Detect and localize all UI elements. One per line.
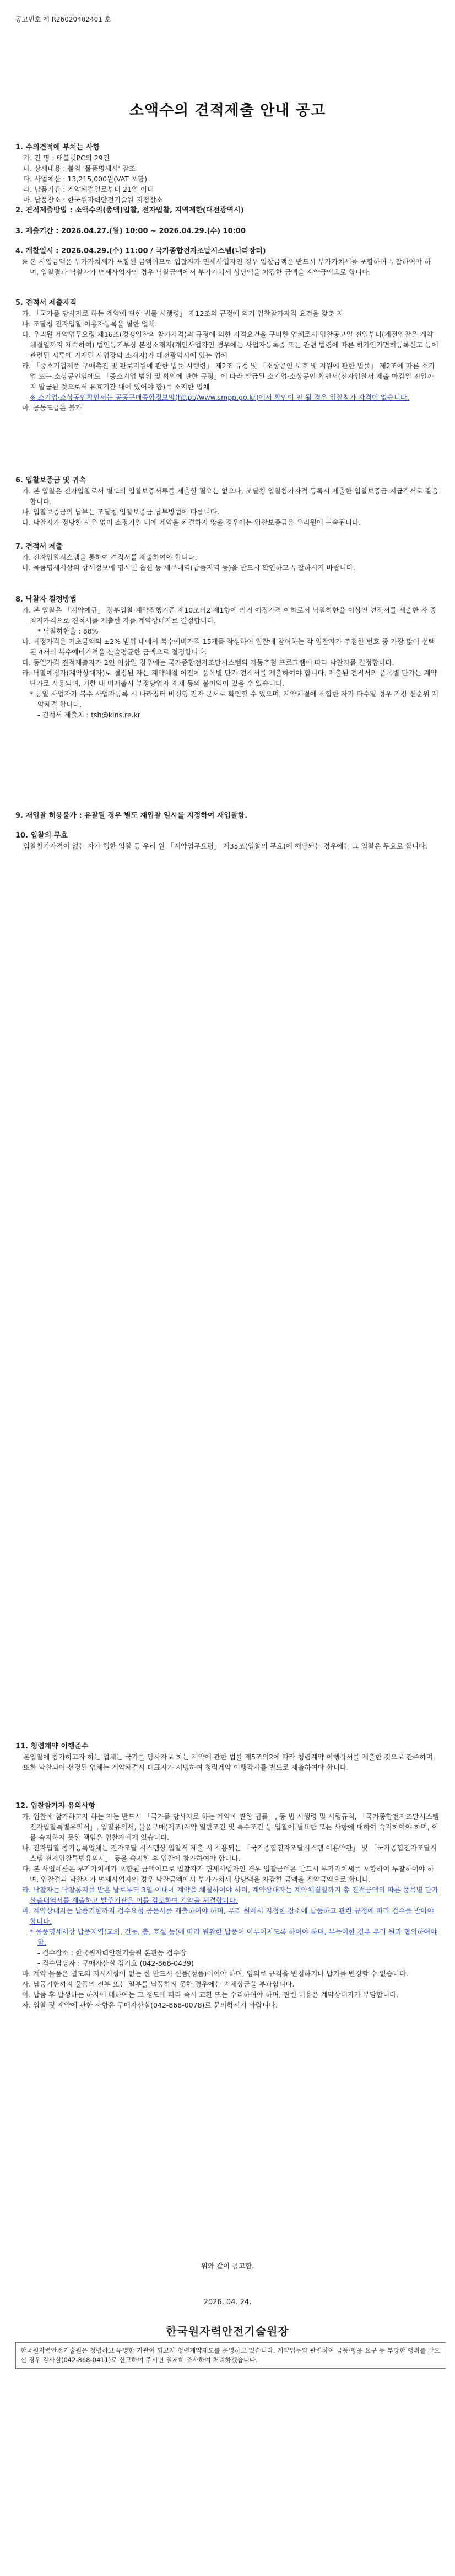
item-text: 나. 상세내용 : 붙임 '물품명세서' 참조 <box>23 164 136 173</box>
item-text-highlight: 마. 계약상대자는 납품기한까지 검수요청 공문서를 제출하여야 하며, 우리 원에서 지정한 장소에 납품하고 관련 규정에 따라 검수를 받아야 합니다. <box>22 1907 434 1925</box>
item-text: 라. 납품기간 : 계약체결일로부터 21일 이내 <box>23 185 154 194</box>
section-2 <box>15 205 440 216</box>
section-1 <box>15 142 440 205</box>
section-3 <box>15 226 440 237</box>
item-text: 사. 납품기한까지 물품의 전부 또는 일부를 납품하지 못한 경우에는 지체상금을 부과합니다. <box>22 1980 295 1988</box>
section-9 <box>15 811 440 821</box>
notice-date: 2026. 04. 24. <box>203 2298 252 2306</box>
item-text: 마. 납품장소 : 한국원자력안전기술원 지정장소 <box>23 196 163 204</box>
item-text: 다. 사업예산 : 13,215,000원(VAT 포함) <box>23 175 147 183</box>
integrity-footer <box>15 2342 446 2369</box>
section-heading: 4. 개찰일시 : 2026.04.29.(수) 11:00 / 국가종합전자조달시스템(나라장터) <box>15 247 266 255</box>
section-heading: 8. 낙찰자 결정방법 <box>15 595 77 604</box>
item-text: 나. 예정가격은 기초금액의 ±2% 범위 내에서 복수예비가격 15개를 작성하여 입찰에 참여하는 각 입찰자가 추첨한 번호 중 가장 많이 선택된 4개의 복수예비가격을 산술평균한 금액으로 결정합니다. <box>22 637 435 656</box>
closing-text: 위와 같이 공고함. <box>201 2262 254 2270</box>
item-text: 가. 본 입찰은 전자입찰로서 별도의 입찰보증서류를 제출할 필요는 없으나, 조달청 입찰참가자격 등록시 제출한 입찰보증금 지급각서로 갈음합니다. <box>22 487 438 506</box>
contact-email: - 견적서 제출처 : tsh@kins.re.kr <box>37 711 140 719</box>
item-text: 라. 낙찰예정자(계약상대자)로 결정된 자는 계약체결 이전에 품목별 단가 견적서를 제출하여야 합니다. 제출된 견적서의 품목별 단가는 계약단가로 사용되며, 기한 내 미제출시 부정당업자 제재 등의 불이익이 있을 수 있습니다. <box>22 669 437 688</box>
section-4 <box>15 246 440 277</box>
item-text: 나. 물품명세서상의 상세정보에 명시된 옵션 등 세부내역(납품지역 등)을 반드시 확인하고 투찰하시기 바랍니다. <box>22 564 355 572</box>
section-11 <box>15 1741 440 1773</box>
footer-text: 한국원자력안전기술원은 청렴하고 투명한 기관이 되고자 청렴계약제도를 운영하고 있습니다. 계약업무와 관련하여 금품·향응 요구 등 부당한 행위를 받으신 경우 감사실(042-868-0411)로 신고하여 주시면 철저히 조사하여 처리하겠습니다. <box>20 2347 441 2364</box>
note-text: * 동일 사업자가 복수 사업자등록 시 나라장터 비정형 전자 문서로 확인할 수 있으며, 계약체결에 적합한 자가 다수일 경우 가장 선순위 계약체결 합니다. <box>30 690 438 709</box>
item-text: 아. 납품 후 발생하는 하자에 대하여는 그 정도에 따라 즉시 교환 또는 수리하여야 하며, 관련 비용은 계약상대자가 부담합니다. <box>22 1990 399 1999</box>
closing <box>15 2261 440 2271</box>
item-text: 가. 본 입찰은 「계약예규」 정부입찰·계약집행기준 제10조의2 제1항에 의거 예정가격 이하로서 낙찰하한율 이상인 견적서를 제출한 자 중 최저가격으로 견적서를 제출한 자를 계약상대자로 결정합니다. <box>22 606 437 625</box>
item-text: 나. 입찰보증금의 납부는 조달청 입찰보증금 납부방법에 따릅니다. <box>22 508 219 516</box>
section-heading: 6. 입찰보증금 및 귀속 <box>15 476 86 485</box>
item-text: 다. 낙찰자가 정당한 사유 없이 소정기일 내에 계약을 체결하지 않을 경우에는 입찰보증금은 우리원에 귀속됩니다. <box>22 518 361 527</box>
item-text: 라. 「중소기업제품 구매촉진 및 판로지원에 관한 법률 시행령」 제2조 규정 및 「소상공인 보호 및 지원에 관한 법률」 제2조에 따른 소기업 또는 소상공인임에도 「중소기업 범위 및 확인에 관한 규정」에 따라 발급된 소기업·소상공인 확인서(전자입찰서 제출 마감일 전일까지 발급된 것으로서 유효기간 내에 있어야 함)를 소지한 업체 <box>22 362 435 391</box>
smpp-note-link[interactable]: ※ 소기업·소상공인확인서는 공공구매종합정보망(http://www.smpp.go.kr)에서 확인이 안 될 경우 입찰참가 자격이 없습니다. <box>30 393 409 401</box>
item-text: 자. 입찰 및 계약에 관한 사항은 구매자산실(042-868-0078)로 문의하시기 바랍니다. <box>22 2001 278 2009</box>
inspection-place: - 검수장소 : 한국원자력안전기술원 본관동 검수장 <box>37 1949 187 1957</box>
item-text: 입찰참가자격이 없는 자가 행한 입찰 등 우리 원 「계약업무요령」 제35조(입찰의 무효)에 해당되는 경우에는 그 입찰은 무효로 합니다. <box>23 842 428 850</box>
item-text: 가. 입찰에 참가하고자 하는 자는 반드시 「국가를 당사자로 하는 계약에 관한 법률」, 동 법 시행령 및 시행규칙, 「국가종합전자조달시스템 전자입찰특별유의서」, 입찰유의서, 물품구매(제조)계약 일반조건 및 특수조건 등 입찰에 필요한 모든 사항에 대하여 숙지하여야 하며, 이를 숙지하지 못한 책임은 입찰자에게 있습니다. <box>22 1812 439 1842</box>
signer-name: 한국원자력안전기술원장 <box>166 2325 289 2338</box>
item-text: 가. 「국가를 당사자로 하는 계약에 관한 법률 시행령」 제12조의 규정에 의거 입찰참가자격 요건을 갖춘 자 <box>22 309 344 318</box>
note-text: * 물품명세서상 납품지역(교외, 건물, 층, 호실 등)에 따라 원활한 납품이 이루어지도록 하여야 하며, 부득이한 경우 우리 원과 협의하여야 함. <box>30 1928 437 1946</box>
section-heading: 10. 입찰의 무효 <box>15 831 68 840</box>
section-5 <box>15 298 440 413</box>
section-8 <box>15 594 440 720</box>
item-text: 다. 우리원 계약업무요령 제16조(경쟁입찰의 참가자격)의 규정에 의한 자격요건을 구비한 업체로서 입찰공고일 전일부터(계절입찰은 계약체결일까지 계속하여) 법인등기부상 본점소재지(개인사업자인 경우에는 사업자등록증 또는 관련 법령에 따른 허가인가면허등록신고 등에 관련된 서류에 기재된 사업장의 소재지)가 대전광역시에 있는 업체 <box>22 330 438 359</box>
section-10 <box>15 830 440 851</box>
item-text: 가. 전자입찰시스템을 통하여 견적서를 제출하여야 합니다. <box>22 553 197 561</box>
section-heading: 12. 입찰참가자 유의사항 <box>15 1802 96 1810</box>
item-text: 가. 건 명 : 태블릿PC외 29건 <box>23 154 110 162</box>
section-heading: 1. 수의견적에 부치는 사항 <box>15 143 100 152</box>
item-text: 마. 공동도급은 불가 <box>22 404 82 412</box>
section-heading: 7. 견적서 제출 <box>15 543 63 551</box>
section-12 <box>15 1801 440 2010</box>
section-7 <box>15 541 440 573</box>
item-text: 나. 전자입찰 참가등록업체는 전자조달 시스템상 입찰서 제출 시 적용되는 「국가종합전자조달시스템 이용약관」 및 「국가종합전자조달시스템 전자입찰특별유의서」 등을 숙지한 후 입찰에 참가하여야 합니다. <box>22 1844 437 1863</box>
section-6 <box>15 475 440 528</box>
inspection-contact: - 검수담당자 : 구매자산실 김기호 (042-868-0439) <box>37 1959 194 1967</box>
notice-number: 공고번호 제 R26020402401 호 <box>15 15 111 23</box>
item-text-highlight: 라. 낙찰자는 낙찰통지를 받은 날로부터 3일 이내에 계약을 체결하여야 하며, 계약상대자는 계약체결일까지 총 견적금액의 따른 품목별 단가 산출내역서를 제출하고 발주기관은 이를 검토하여 계약을 체결합니다. <box>22 1886 438 1904</box>
section-heading: 2. 견적제출방법 : 소액수의(총액)입찰, 전자입찰, 지역제한(대전광역시) <box>15 206 244 214</box>
page-title: 소액수의 견적제출 안내 공고 <box>129 102 326 119</box>
note-text: ※ 본 사업금액은 부가가치세가 포함된 금액이므로 입찰자가 면세사업자인 경우 입찰금액은 반드시 부가가치세를 포함하여 투찰하여야 하며, 입찰결과 낙찰자가 면세사업자인 경우 낙찰금액에서 부가가치세 상당액을 차감한 금액을 계약금액으로 합니다. <box>22 257 431 276</box>
section-heading: 5. 견적서 제출자격 <box>15 299 77 307</box>
section-heading: 11. 청렴계약 이행준수 <box>15 1742 89 1751</box>
item-text: 나. 조달청 전자입찰 이용자등록을 필한 업체. <box>22 320 158 328</box>
section-heading: 3. 제출기간 : 2026.04.27.(월) 10:00 ~ 2026.04.29.(수) 10:00 <box>15 227 246 235</box>
rate-text: * 낙찰하한율 : 88% <box>37 627 99 635</box>
item-text: 다. 동일가격 견적제출자가 2인 이상일 경우에는 국가종합전자조달시스템의 자동추첨 프로그램에 따라 낙찰자를 결정합니다. <box>22 658 394 667</box>
section-heading: 9. 재입찰 허용불가 : 유찰될 경우 별도 재입찰 일시를 지정하여 재입찰함. <box>15 812 248 820</box>
item-text: 본입찰에 참가하고자 하는 업체는 국가를 당사자로 하는 계약에 관한 법률 제5조의2에 따라 청렴계약 이행각서를 제출한 것으로 간주하며, 또한 낙찰되어 선정된 업체는 계약체결시 대표자가 서명하여 청렴계약 이행각서를 별도로 제출하여야 합니다. <box>23 1753 435 1772</box>
item-text: 다. 본 사업예산은 부가가치세가 포함된 금액이므로 입찰자가 면세사업자인 경우 입찰금액은 반드시 부가가치세를 포함하여 투찰하여야 하며, 입찰결과 낙찰자가 면세사업자인 경우 낙찰금액에서 부가가치세 상당액을 차감한 금액을 계약금액으로 합니다. <box>22 1865 434 1883</box>
item-text: 바. 계약 물품은 별도의 지시사항이 없는 한 반드시 신품(정품)이어야 하며, 임의로 규격을 변경하거나 납기를 변경할 수 없습니다. <box>22 1969 409 1978</box>
